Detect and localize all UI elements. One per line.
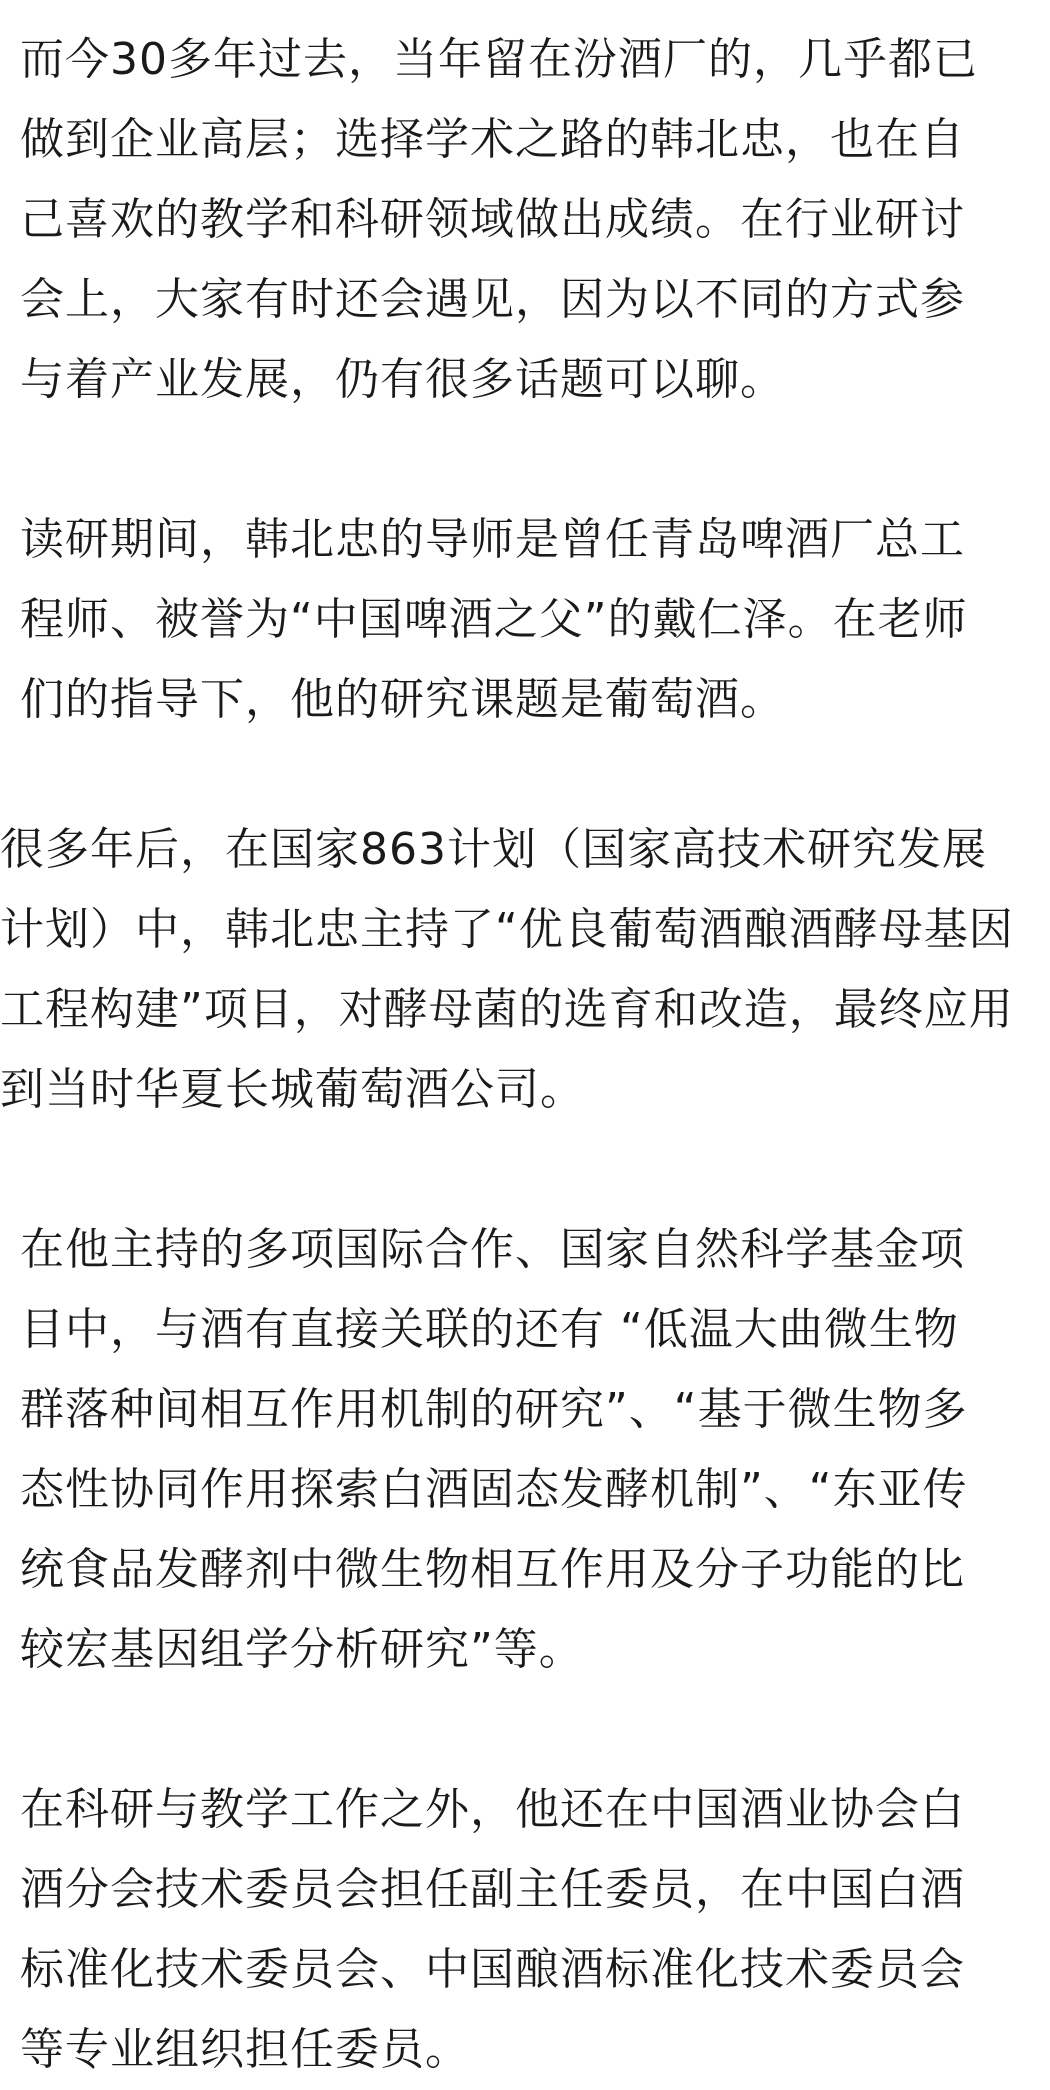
text-line: 与着产业发展，仍有很多话题可以聊。: [20, 354, 785, 405]
text-line: 程师、被誉为“中国啤酒之父”的戴仁泽。在老师: [20, 594, 968, 645]
text-line: 等专业组织担任委员。: [20, 2024, 470, 2075]
paragraph-3: [0, 810, 1014, 1130]
text-line: 在他主持的多项国际合作、国家自然科学基金项: [20, 1224, 965, 1275]
text-line: 统食品发酵剂中微生物相互作用及分子功能的比: [20, 1544, 965, 1595]
text-line: 读研期间，韩北忠的导师是曾任青岛啤酒厂总工: [20, 514, 965, 565]
text-line: 很多年后，在国家863计划（国家高技术研究发展: [0, 824, 987, 875]
text-line: 目中，与酒有直接关联的还有 “低温大曲微生物: [20, 1304, 959, 1355]
text-line: 在科研与教学工作之外，他还在中国酒业协会白: [20, 1784, 965, 1835]
text-line: 们的指导下，他的研究课题是葡萄酒。: [20, 674, 785, 725]
text-line: 酒分会技术委员会担任副主任委员，在中国白酒: [20, 1864, 965, 1915]
text-line: 到当时华夏长城葡萄酒公司。: [0, 1064, 585, 1115]
paragraph-2: [20, 500, 968, 740]
text-line: 较宏基因组学分析研究”等。: [20, 1624, 584, 1675]
text-line: 做到企业高层；选择学术之路的韩北忠，也在自: [20, 114, 965, 165]
text-line: 己喜欢的教学和科研领域做出成绩。在行业研讨: [20, 194, 965, 245]
text-line: 会上，大家有时还会遇见，因为以不同的方式参: [20, 274, 965, 325]
paragraph-4: [20, 1210, 968, 1690]
text-line: 标准化技术委员会、中国酿酒标准化技术委员会: [20, 1944, 965, 1995]
text-line: 计划）中，韩北忠主持了“优良葡萄酒酿酒酵母基因: [0, 904, 1014, 955]
text-line: 而今30多年过去，当年留在汾酒厂的，几乎都已: [20, 34, 978, 85]
text-line: 态性协同作用探索白酒固态发酵机制”、“东亚传: [20, 1464, 968, 1515]
text-line: 群落种间相互作用机制的研究”、“基于微生物多: [20, 1384, 968, 1435]
paragraph-1: [20, 20, 978, 420]
text-line: 工程构建”项目，对酵母菌的选育和改造，最终应用: [0, 984, 1014, 1035]
paragraph-5: [20, 1770, 965, 2090]
